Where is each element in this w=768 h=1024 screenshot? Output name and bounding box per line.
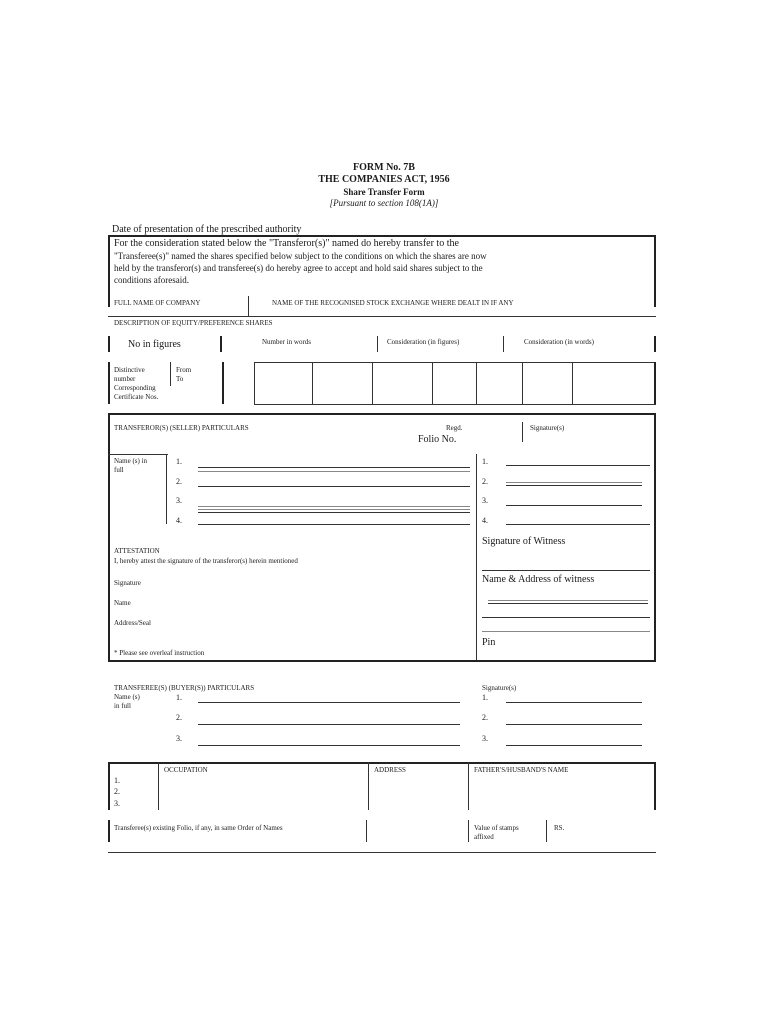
distinctive-divider	[170, 362, 171, 386]
transferor-name-input-line[interactable]	[198, 506, 470, 507]
transferor-name-label: full	[114, 466, 124, 474]
overleaf-note: * Please see overleaf instruction	[114, 649, 205, 657]
occupation-right-border	[654, 762, 656, 810]
transferor-signature-number: 4.	[482, 516, 488, 525]
transferee-signature-number: 3.	[482, 734, 488, 743]
name-label-divider	[166, 454, 167, 524]
consideration-words-label: Consideration (in words)	[524, 338, 594, 346]
stamp-value-label: Value of stamps	[474, 824, 519, 832]
witness-address-line[interactable]	[482, 631, 650, 632]
form-number: FORM No. 7B	[353, 162, 415, 173]
distinctive-label: Corresponding	[114, 384, 156, 392]
transferor-name-number: 2.	[176, 477, 182, 486]
intro-right-border	[654, 235, 656, 307]
intro-paragraph-line: "Transferee(s)" named the shares specified below subject to the conditions on which the shares are now	[114, 251, 487, 261]
transferee-signature-line[interactable]	[506, 702, 642, 703]
rs-label: RS.	[554, 824, 565, 832]
company-divider	[248, 296, 249, 316]
stock-exchange-label: NAME OF THE RECOGNISED STOCK EXCHANGE WHERE DEALT IN IF ANY	[272, 299, 514, 307]
transferor-name-input-line[interactable]	[198, 512, 470, 513]
transferor-bottom-border	[108, 660, 656, 662]
equity-divider	[220, 336, 222, 352]
signature-divider	[522, 422, 523, 442]
attestation-name-label: Name	[114, 599, 131, 607]
transferee-signature-line[interactable]	[506, 724, 642, 725]
transferee-name-input-line[interactable]	[198, 724, 460, 725]
transferor-signature-line[interactable]	[506, 485, 642, 486]
stamp-value-label: affixed	[474, 833, 494, 841]
witness-address-line[interactable]	[488, 600, 648, 601]
transferee-signature-number: 1.	[482, 693, 488, 702]
occupation-divider	[368, 762, 369, 810]
distinctive-grid-cell	[432, 362, 433, 404]
witness-name-address-label: Name & Address of witness	[482, 574, 595, 585]
distinctive-grid-top	[254, 362, 656, 363]
equity-divider	[503, 336, 504, 352]
company-bottom-border	[108, 316, 656, 317]
transferee-signature-number: 2.	[482, 713, 488, 722]
full-name-of-company-label: FULL NAME OF COMPANY	[114, 299, 201, 307]
transferor-name-input-line[interactable]	[198, 467, 470, 468]
occupation-row-number: 1.	[114, 776, 120, 785]
transferor-signature-line[interactable]	[506, 482, 642, 483]
footer-divider	[366, 820, 367, 842]
distinctive-label: Distinctive	[114, 366, 145, 374]
intro-top-border	[108, 235, 656, 237]
signature-of-witness-label: Signature of Witness	[482, 536, 566, 547]
transferee-name-number: 1.	[176, 693, 182, 702]
distinctive-grid-cell	[372, 362, 373, 404]
occupation-left-border	[108, 762, 110, 810]
distinctive-left-border	[108, 362, 110, 404]
transferor-name-input-line[interactable]	[198, 509, 470, 510]
transferor-name-input-line[interactable]	[198, 524, 470, 525]
occupation-row-number: 2.	[114, 787, 120, 796]
occupation-row-number: 3.	[114, 799, 120, 808]
attestation-heading: ATTESTATION	[114, 547, 160, 555]
no-in-figures-label: No in figures	[128, 339, 181, 350]
consideration-figures-label: Consideration (in figures)	[387, 338, 460, 346]
father-husband-name-label: FATHER'S/HUSBAND'S NAME	[474, 766, 569, 774]
transferor-name-input-line[interactable]	[198, 486, 470, 487]
distinctive-grid-bottom	[254, 404, 656, 405]
footer-divider	[468, 820, 469, 842]
transferee-name-number: 3.	[176, 734, 182, 743]
transferor-name-number: 3.	[176, 496, 182, 505]
attestation-signature-label: Signature	[114, 579, 141, 587]
transferee-name-number: 2.	[176, 713, 182, 722]
distinctive-grid-cell	[522, 362, 523, 404]
transferor-name-label: Name (s) in	[114, 457, 148, 465]
distinctive-label: number	[114, 375, 136, 383]
transferor-right-border	[654, 413, 656, 660]
attestation-address-label: Address/Seal	[114, 619, 151, 627]
transferor-name-number: 1.	[176, 457, 182, 466]
transferee-name-label: in full	[114, 702, 131, 710]
occupation-divider	[468, 762, 469, 810]
transferor-signature-line[interactable]	[506, 524, 650, 525]
name-label-top	[108, 454, 168, 455]
folio-no-label: Folio No.	[418, 434, 457, 445]
transferor-signature-line[interactable]	[506, 505, 642, 506]
transferor-name-input-line[interactable]	[198, 471, 470, 472]
footer-left-border	[108, 820, 110, 842]
occupation-divider	[158, 762, 159, 810]
footer-divider	[546, 820, 547, 842]
distinctive-grid-cell	[476, 362, 477, 404]
intro-paragraph-line: held by the transferor(s) and transferee(s) do hereby agree to accept and hold said shares subject to the	[114, 263, 483, 273]
transferee-heading: TRANSFEREE(S) (BUYER(S)) PARTICULARS	[114, 684, 255, 692]
witness-column-divider	[476, 454, 477, 660]
distinctive-grid-cell	[654, 362, 656, 404]
date-of-presentation: Date of presentation of the prescribed authority	[112, 224, 302, 235]
intro-paragraph-line: For the consideration stated below the "Transferor(s)" named do hereby transfer to the	[114, 238, 459, 249]
pin-label: Pin	[482, 637, 496, 648]
witness-signature-line[interactable]	[482, 570, 650, 571]
description-of-shares-label: DESCRIPTION OF EQUITY/PREFERENCE SHARES	[114, 319, 273, 327]
transferor-heading: TRANSFEROR(S) (SELLER) PARTICULARS	[114, 424, 249, 432]
distinctive-grid-cell	[572, 362, 573, 404]
transferor-name-number: 4.	[176, 516, 182, 525]
occupation-label: OCCUPATION	[164, 766, 208, 774]
transferee-signature-line[interactable]	[506, 745, 642, 746]
transferee-name-input-line[interactable]	[198, 745, 460, 746]
form-title: Share Transfer Form	[343, 187, 425, 197]
existing-folio-label: Transferee(s) existing Folio, if any, in same Order of Names	[114, 824, 283, 832]
address-label: ADDRESS	[374, 766, 406, 774]
transferor-signature-number: 2.	[482, 477, 488, 486]
equity-divider	[377, 336, 378, 352]
transferor-signature-number: 3.	[482, 496, 488, 505]
witness-address-line[interactable]	[482, 617, 650, 618]
footer-bottom-border	[108, 852, 656, 853]
transferee-signatures-label: Signature(s)	[482, 684, 517, 692]
attestation-text: I, hereby attest the signature of the transferor(s) herein mentioned	[114, 557, 298, 565]
transferor-signature-number: 1.	[482, 457, 488, 466]
transferor-signature-line[interactable]	[506, 465, 650, 466]
distinctive-label: Certificate Nos.	[114, 393, 159, 401]
number-in-words-label: Number in words	[262, 338, 311, 346]
distinctive-grid-cell	[254, 362, 255, 404]
transferor-top-border	[108, 413, 656, 415]
transferor-signatures-label: Signature(s)	[530, 424, 565, 432]
transferor-left-border	[108, 413, 110, 660]
witness-address-line[interactable]	[488, 603, 648, 604]
distinctive-grid-cell	[312, 362, 313, 404]
section-reference: [Pursuant to section 108(1A)]	[329, 198, 439, 208]
act-title: THE COMPANIES ACT, 1956	[318, 174, 450, 185]
transferee-name-input-line[interactable]	[198, 702, 460, 703]
distinctive-divider	[222, 362, 224, 404]
from-label: From	[176, 366, 192, 374]
intro-left-border	[108, 235, 110, 307]
equity-right-border	[654, 336, 656, 352]
regd-label: Regd.	[446, 424, 463, 432]
occupation-top-border	[108, 762, 656, 764]
equity-left-border	[108, 336, 110, 352]
to-label: To	[176, 375, 184, 383]
transferee-name-label: Name (s)	[114, 693, 140, 701]
intro-paragraph-line: conditions aforesaid.	[114, 275, 189, 285]
